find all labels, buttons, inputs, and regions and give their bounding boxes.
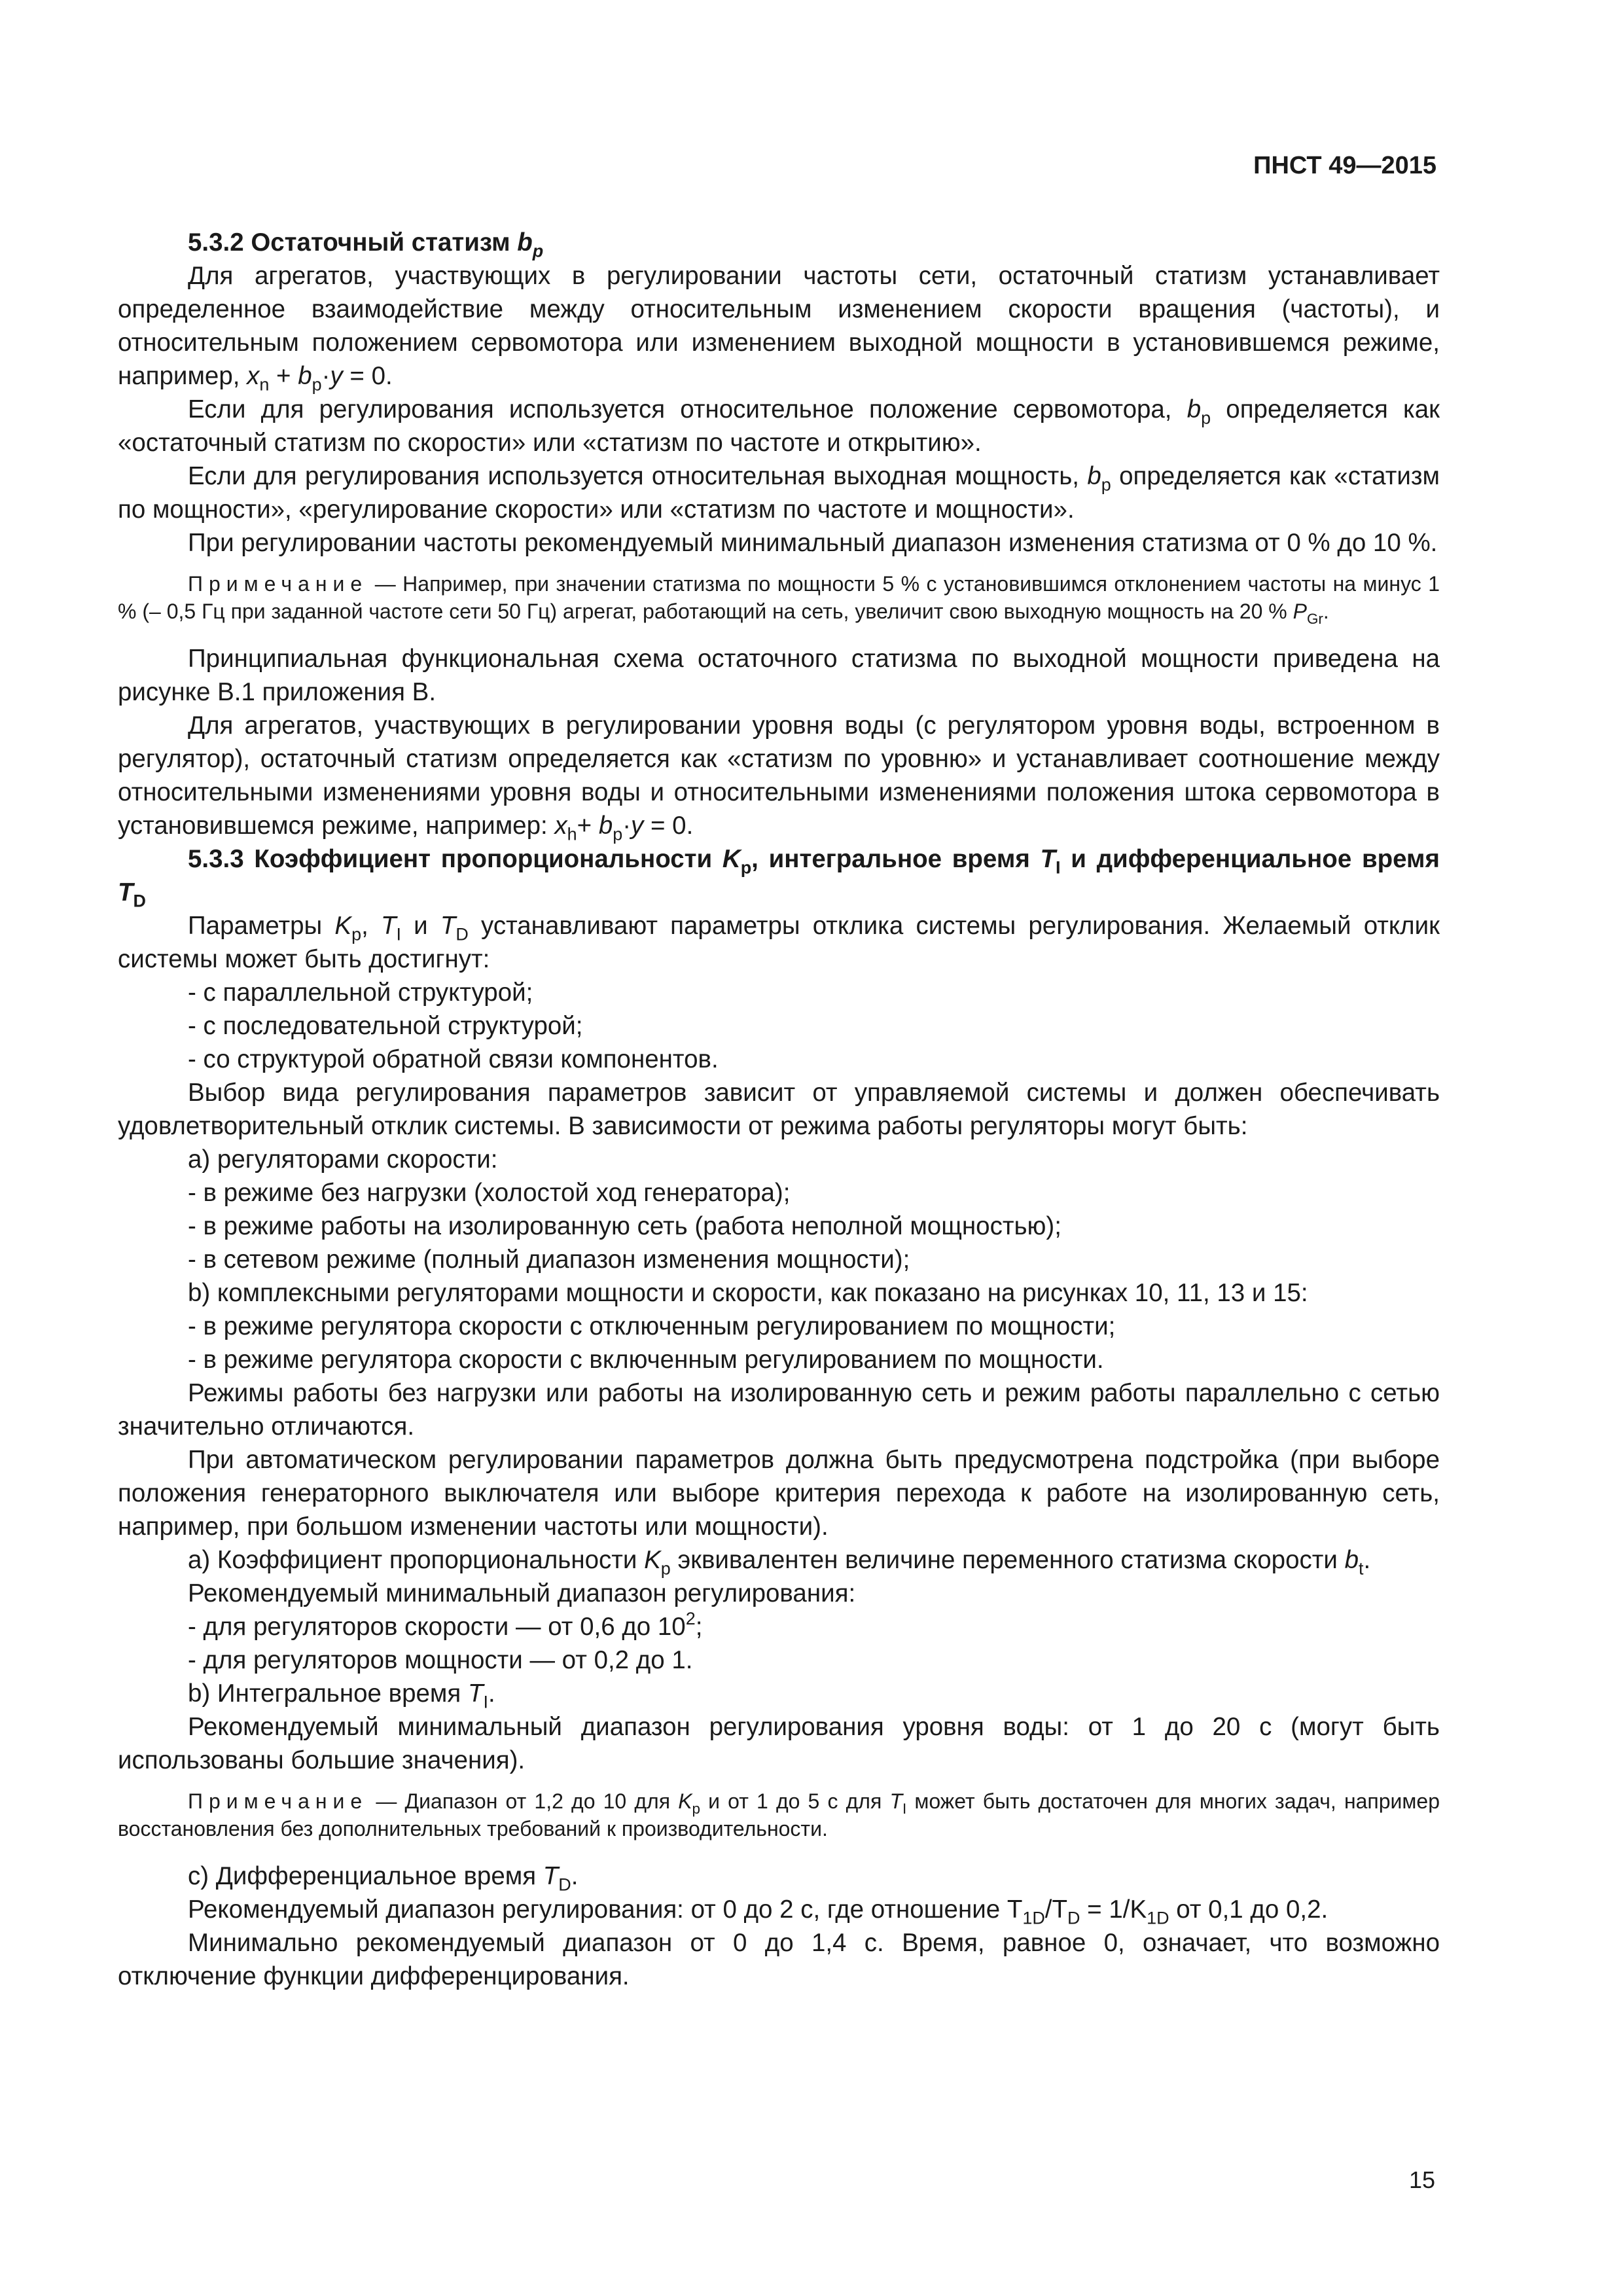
section-heading-5-3-3: 5.3.3 Коэффициент пропорциональности $K_p$, интегральное время $T_I$ и дифференциальное время $T_D$	[118, 845, 1440, 911]
paragraph: При регулировании частоты рекомендуемый минимальный диапазон изменения статизма от 0 % до 10 %.	[188, 529, 1438, 557]
paragraph: Если для регулирования используется относительная выходная мощность, $b_p$ определяется как «статизм по мощности», «регулирование скорости» или «статизм по частоте и мощности».	[118, 462, 1440, 524]
list-item: - для регуляторов мощности — от 0,2 до 1.	[188, 1646, 693, 1674]
paragraph: Для агрегатов, участвующих в регулировании частоты сети, остаточный статизм устанавливает определенное взаимодействие между относительным изменением скорости вращения (частоты), и относительным положением сервомотора или изменением выходной мощности в установившемся режиме, например, $x_n + b_p\cdot y = 0$.	[118, 262, 1440, 395]
document-code: ПНСТ 49—2015	[1253, 152, 1436, 179]
list-item: - со структурой обратной связи компонентов.	[188, 1045, 719, 1073]
list-item: - с параллельной структурой;	[188, 978, 533, 1007]
paragraph: Рекомендуемый диапазон регулирования: от 0 до 2 с, где отношение $T_{1D}/T_D = 1/K_{1D}$ от 0,1 до 0,2.	[188, 1895, 1329, 1928]
list-item: - в режиме без нагрузки (холостой ход генератора);	[188, 1179, 791, 1207]
note: Примечание — Диапазон от 1,2 до 10 для $K_p$ и от 1 до 5 с для $T_I$ может быть достаточен для многих задач, например восстановления без дополнительных требований к производительности.	[118, 1789, 1440, 1840]
paragraph: Если для регулирования используется относительное положение сервомотора, $b_p$ определяется как «остаточный статизм по скорости» или «статизм по частоте и открытию».	[118, 395, 1440, 457]
paragraph: Принципиальная функциональная схема остаточного статизма по выходной мощности приведена на рисунке В.1 приложения В.	[118, 645, 1440, 706]
paragraph: Режимы работы без нагрузки или работы на изолированную сеть и режим работы параллельно с сетью значительно отличаются.	[118, 1379, 1440, 1441]
list-item: - в режиме регулятора скорости с отключенным регулированием по мощности;	[188, 1312, 1116, 1340]
list-item: а) регуляторами скорости:	[188, 1145, 498, 1174]
paragraph: Минимально рекомендуемый диапазон от 0 до 1,4 с. Время, равное 0, означает, что возможно отключение функции дифференцирования.	[118, 1929, 1440, 1990]
note: Примечание — Например, при значении статизма по мощности 5 % с установившимся отклонением частоты на минус 1 % (– 0,5 Гц при заданной частоте сети 50 Гц) агрегат, работающий на сеть, увеличит свою выходную мощность на 20 % $P_{Gr}$.	[118, 572, 1440, 627]
list-item: b) комплексными регуляторами мощности и скорости, как показано на рисунках 10, 11, 13 и 15:	[188, 1279, 1308, 1307]
list-item: - в режиме регулятора скорости с включенным регулированием по мощности.	[188, 1346, 1104, 1374]
list-item: - в сетевом режиме (полный диапазон изменения мощности);	[188, 1246, 910, 1274]
list-item: b) Интегральное время $T_I$.	[188, 1679, 495, 1712]
paragraph: а) Коэффициент пропорциональности $K_p$ эквивалентен величине переменного статизма скорости $b_t$.	[188, 1546, 1371, 1579]
list-item: - с последовательной структурой;	[188, 1012, 583, 1040]
paragraph: Выбор вида регулирования параметров зависит от управляемой системы и должен обеспечивать удовлетворительный отклик системы. В зависимости от режима работы регуляторы могут быть:	[118, 1079, 1440, 1140]
list-item: - для регуляторов скорости — от 0,6 до $10^2$;	[188, 1608, 703, 1641]
paragraph: Рекомендуемый минимальный диапазон регулирования уровня воды: от 1 до 20 с (могут быть использованы большие значения).	[118, 1713, 1440, 1774]
page-number: 15	[1408, 2166, 1435, 2193]
list-item: - в режиме работы на изолированную сеть (работа неполной мощностью);	[188, 1212, 1061, 1240]
paragraph: Для агрегатов, участвующих в регулировании уровня воды (с регулятором уровня воды, встроенном в регулятор), остаточный статизм определяется как «статизм по уровню» и устанавливает соотношение между относительными изменениями уровня воды и относительными изменениями положения штока сервомотора в установившемся режиме, например: $x_h+ b_p\cdot y = 0$.	[118, 711, 1440, 844]
paragraph: Параметры $K_p$, $T_I$ и $T_D$ устанавливают параметры отклика системы регулирования. Желаемый отклик системы может быть достигнут:	[118, 912, 1440, 973]
list-item: Рекомендуемый минимальный диапазон регулирования:	[188, 1579, 856, 1607]
section-heading-5-3-2: 5.3.2 Остаточный статизм $b_p$	[188, 228, 544, 261]
document-body	[118, 226, 1440, 1993]
list-item: c) Дифференциальное время $T_D$.	[188, 1862, 579, 1895]
paragraph: При автоматическом регулировании параметров должна быть предусмотрена подстройка (при выборе положения генераторного выключателя или выборе критерия перехода к работе на изолированную сеть, например, при большом изменении частоты или мощности).	[118, 1446, 1440, 1541]
